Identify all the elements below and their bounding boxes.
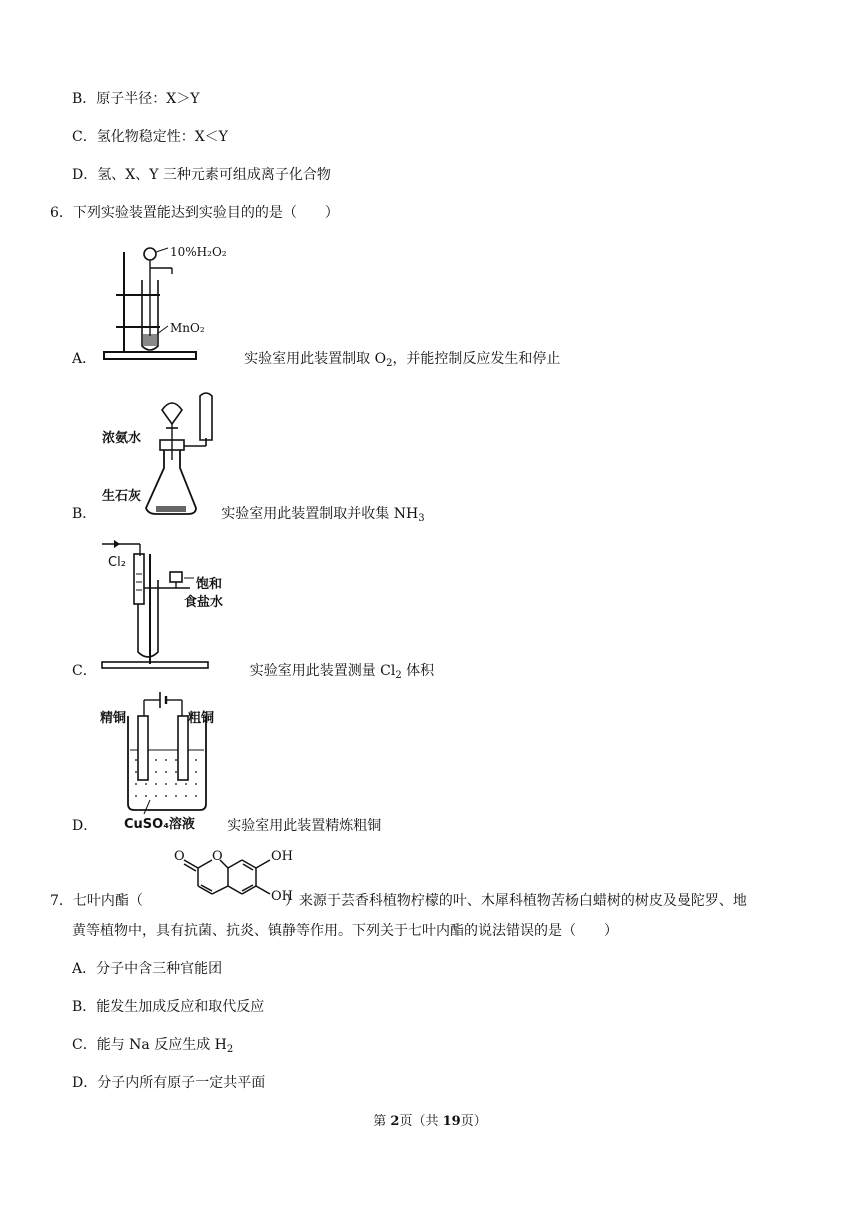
option-letter: C． [72,663,97,679]
q6-option-d [72,815,381,835]
option-b-text: 实验室用此装置制取并收集 NH [221,506,419,522]
footer-page-number: 2 [390,1114,400,1129]
subscript: 2 [226,1044,234,1055]
label-pure-copper: 精铜 [100,711,127,726]
label-brine: 食盐水 [184,595,224,610]
atom-o-carbonyl: O [174,849,185,864]
option-letter: D． [72,818,98,834]
label-crude-copper: 粗铜 [188,711,215,726]
esculetin-structure [172,838,312,910]
subscript: 3 [418,513,425,524]
page-footer [0,1110,860,1129]
option-c-text-2: 体积 [401,663,435,679]
question-7-stem-line2: 黄等植物中，具有抗菌、抗炎、镇静等作用。下列关于七叶内酯的说法错误的是（ ） [72,923,618,939]
subscript: 2 [395,670,402,681]
q6-option-c [72,660,434,681]
q5-option-d: D．氢、X、Y 三种元素可组成离子化合物 [72,167,331,183]
q6-option-b [72,503,425,524]
q7-option-b: B．能发生加成反应和取代反应 [72,999,265,1015]
option-d-text: 实验室用此装置精炼粗铜 [227,818,382,834]
label-cl2: Cl₂ [108,555,126,570]
label-mno2: MnO₂ [170,321,205,335]
label-quicklime: 生石灰 [102,489,142,504]
footer-total-pages: 19 [442,1114,461,1129]
label-h2o2: 10%H₂O₂ [170,245,227,259]
question-6-stem: 6．下列实验装置能达到实验目的的是（ ） [50,205,339,221]
option-a-text-2: ，并能控制反应发生和停止 [392,351,561,367]
atom-oh-bottom: OH [271,889,293,904]
label-cuso4-solution: CuSO₄溶液 [124,817,195,832]
question-7-stem-line1 [50,890,747,910]
q7-option-c [72,1034,233,1055]
q7-option-c-text: C．能与 Na 反应生成 H [72,1037,227,1053]
option-letter: A． [72,351,97,367]
footer-suffix: 页） [460,1114,487,1129]
apparatus-c-diagram [100,534,250,674]
q7-option-a: A．分子中含三种官能团 [72,961,223,977]
atom-o-ring: O [212,849,223,864]
apparatus-d-diagram [100,686,230,832]
footer-middle: 页（共 [399,1114,443,1129]
subscript: 2 [386,358,393,369]
label-saturated: 饱和 [196,577,223,592]
atom-oh-top: OH [271,849,293,864]
option-c-text: 实验室用此装置测量 Cl [249,663,396,679]
q7-option-d: D．分子内所有原子一定共平面 [72,1075,266,1091]
label-ammonia: 浓氨水 [102,431,142,446]
option-letter: B． [72,506,97,522]
apparatus-b-diagram [100,390,220,518]
q7-stem-suffix: ）来源于芸香科植物柠檬的叶、木犀科植物苦杨白蜡树的树皮及曼陀罗、地 [284,893,747,909]
q6-option-a [72,348,560,369]
q7-stem-prefix: 7．七叶内酯（ [50,893,143,909]
apparatus-a-diagram [100,238,240,364]
footer-prefix: 第 [373,1114,391,1129]
option-a-text: 实验室用此装置制取 O [244,351,387,367]
q5-option-b: B．原子半径：X＞Y [72,91,200,107]
q5-option-c: C．氢化物稳定性：X＜Y [72,129,228,145]
